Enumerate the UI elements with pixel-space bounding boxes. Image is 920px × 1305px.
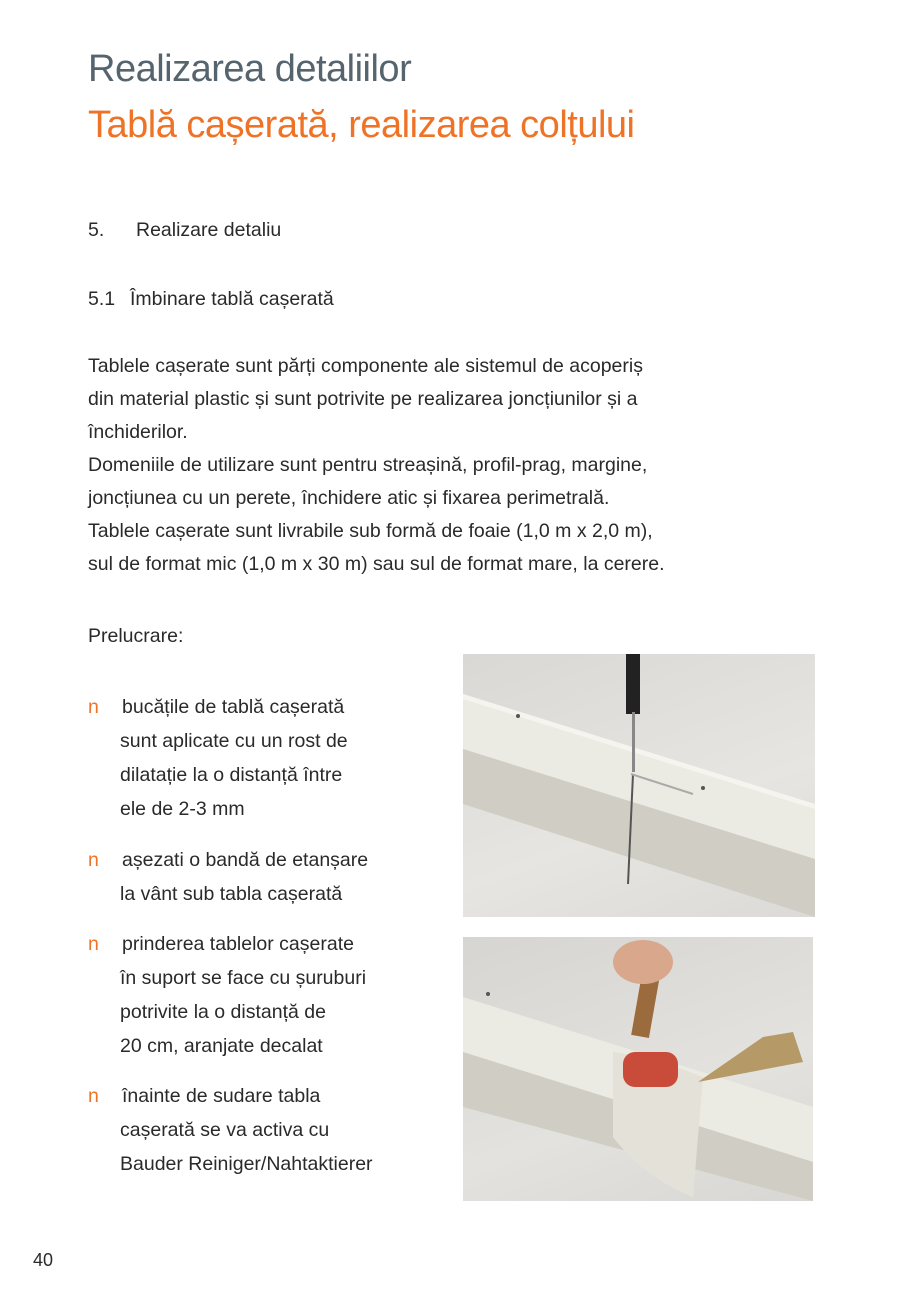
paragraph-line: Tablele cașerate sunt livrabile sub formă de foaie (1,0 m x 2,0 m), (88, 520, 653, 542)
section-number: 5. (88, 219, 105, 241)
page-number: 40 (33, 1250, 54, 1270)
paragraph-line: Tablele cașerate sunt părți componente ale sistemul de acoperiș (88, 355, 643, 377)
bullet-marker: n (88, 933, 99, 955)
paragraph-line: sul de format mic (1,0 m x 30 m) sau sul de format mare, la cerere. (88, 553, 665, 575)
bullet-item (88, 690, 348, 826)
section-number: 5.1 (88, 288, 116, 310)
bullet-line: bucățile de tablă cașerată (122, 696, 345, 718)
bullet-line: în suport se face cu șuruburi (120, 967, 367, 989)
bullet-line: prinderea tablelor cașerate (122, 933, 354, 955)
paragraph-line: Domeniile de utilizare sunt pentru streașină, profil-prag, margine, (88, 454, 648, 476)
section-title: Realizare detaliu (136, 219, 282, 241)
bullet-line: dilatație la o distanță între (120, 764, 343, 786)
photo-rolling-seam (463, 937, 813, 1201)
bullet-item (88, 843, 368, 911)
photo-screwing-laminated-sheet (463, 654, 815, 917)
paragraph-line: din material plastic și sunt potrivite pe realizarea joncțiunilor și a (88, 388, 638, 410)
bullet-marker: n (88, 1085, 99, 1107)
page-subtitle: Tablă cașerată, realizarea colțului (88, 104, 635, 146)
page-title: Realizarea detaliilor (88, 48, 412, 90)
section-title: Îmbinare tablă cașerată (130, 288, 334, 310)
bullet-marker: n (88, 696, 99, 718)
bullet-line: ele de 2-3 mm (120, 798, 245, 820)
bullet-line: Bauder Reiniger/Nahtaktierer (120, 1153, 373, 1175)
paragraph-line: joncțiunea cu un perete, închidere atic și fixarea perimetrală. (88, 487, 610, 509)
bullet-item (88, 927, 366, 1063)
bullet-line: sunt aplicate cu un rost de (120, 730, 348, 752)
bullet-line: așezati o bandă de etanșare (122, 849, 369, 871)
bullet-line: potrivite la o distanță de (120, 1001, 326, 1023)
section-heading-5 (88, 214, 281, 247)
paragraph-line: închiderilor. (88, 421, 188, 443)
bullet-item (88, 1079, 373, 1181)
body-paragraph (88, 350, 665, 581)
bullet-marker: n (88, 849, 99, 871)
bullet-line: 20 cm, aranjate decalat (120, 1035, 323, 1057)
processing-label: Prelucrare: (88, 625, 184, 647)
section-heading-5-1 (88, 283, 334, 316)
bullet-line: cașerată se va activa cu (120, 1119, 330, 1141)
bullet-line: la vânt sub tabla cașerată (120, 883, 343, 905)
bullet-line: înainte de sudare tabla (122, 1085, 321, 1107)
